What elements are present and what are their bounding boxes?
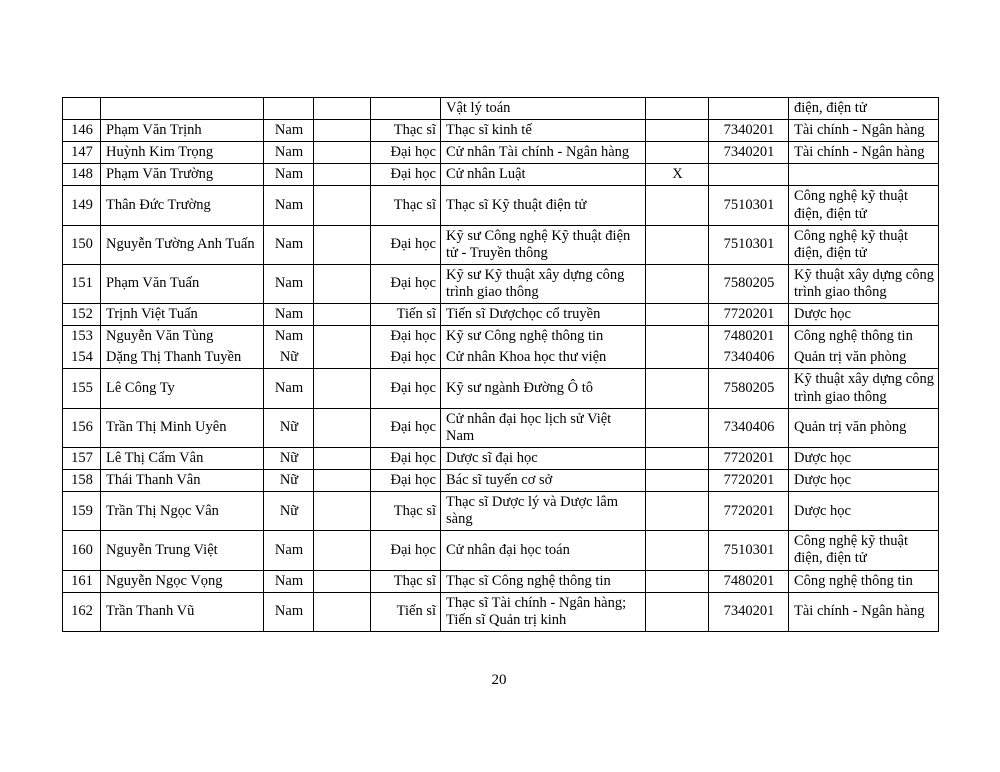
cell-major-name xyxy=(789,164,939,186)
table-row xyxy=(63,225,939,264)
cell-major-code xyxy=(709,98,789,120)
cell-mark xyxy=(646,408,709,447)
cell-gender: Nam xyxy=(264,570,314,592)
cell-major-code: 7340406 xyxy=(709,347,789,369)
table-row xyxy=(63,264,939,303)
cell-degree: Thạc sĩ kinh tế xyxy=(441,120,646,142)
cell-gender: Nữ xyxy=(264,347,314,369)
cell-full-name: Lê Công Ty xyxy=(101,369,264,408)
cell-index: 161 xyxy=(63,570,101,592)
cell-mark xyxy=(646,492,709,531)
table-row xyxy=(63,164,939,186)
cell-spacer xyxy=(314,369,371,408)
cell-degree: Bác sĩ tuyến cơ sở xyxy=(441,469,646,491)
cell-index: 160 xyxy=(63,531,101,570)
cell-major-code: 7340406 xyxy=(709,408,789,447)
cell-gender: Nữ xyxy=(264,469,314,491)
cell-spacer xyxy=(314,531,371,570)
cell-level: Thạc sĩ xyxy=(371,570,441,592)
cell-full-name xyxy=(101,98,264,120)
cell-major-name: Quản trị văn phòng xyxy=(789,408,939,447)
cell-degree: Cử nhân đại học lịch sử Việt Nam xyxy=(441,408,646,447)
cell-gender: Nam xyxy=(264,369,314,408)
cell-level: Tiến sĩ xyxy=(371,592,441,631)
cell-full-name: Phạm Văn Tuấn xyxy=(101,264,264,303)
cell-index xyxy=(63,98,101,120)
cell-spacer xyxy=(314,120,371,142)
cell-full-name: Huỳnh Kim Trọng xyxy=(101,142,264,164)
cell-gender: Nam xyxy=(264,304,314,326)
cell-major-name: Kỹ thuật xây dựng công trình giao thông xyxy=(789,369,939,408)
table-row xyxy=(63,120,939,142)
cell-major-name: Tài chính - Ngân hàng xyxy=(789,142,939,164)
cell-index: 153 xyxy=(63,326,101,348)
cell-major-code: 7720201 xyxy=(709,447,789,469)
cell-major-code: 7510301 xyxy=(709,186,789,225)
cell-spacer xyxy=(314,492,371,531)
cell-degree: Cử nhân Khoa học thư viện xyxy=(441,347,646,369)
cell-spacer xyxy=(314,225,371,264)
cell-major-name: Công nghệ thông tin xyxy=(789,570,939,592)
cell-major-code: 7510301 xyxy=(709,225,789,264)
cell-degree: Thạc sĩ Dược lý và Dược lâm sàng xyxy=(441,492,646,531)
cell-mark xyxy=(646,225,709,264)
table-row xyxy=(63,98,939,120)
cell-spacer xyxy=(314,592,371,631)
cell-mark: X xyxy=(646,164,709,186)
cell-mark xyxy=(646,142,709,164)
cell-degree: Thạc sĩ Tài chính - Ngân hàng; Tiến sĩ Quản trị kinh xyxy=(441,592,646,631)
cell-index: 149 xyxy=(63,186,101,225)
cell-degree: Cử nhân Tài chính - Ngân hàng xyxy=(441,142,646,164)
cell-mark xyxy=(646,326,709,348)
cell-major-code xyxy=(709,164,789,186)
cell-major-name: Dược học xyxy=(789,492,939,531)
cell-major-name: Kỹ thuật xây dựng công trình giao thông xyxy=(789,264,939,303)
cell-degree: Kỹ sư Công nghệ Kỹ thuật điện tử - Truyền thông xyxy=(441,225,646,264)
cell-major-code: 7720201 xyxy=(709,492,789,531)
cell-gender xyxy=(264,98,314,120)
cell-level: Đại học xyxy=(371,447,441,469)
cell-full-name: Lê Thị Cẩm Vân xyxy=(101,447,264,469)
cell-mark xyxy=(646,369,709,408)
table-row xyxy=(63,142,939,164)
cell-level: Thạc sĩ xyxy=(371,492,441,531)
cell-index: 158 xyxy=(63,469,101,491)
cell-level: Đại học xyxy=(371,369,441,408)
page-number: 20 xyxy=(491,672,507,688)
cell-mark xyxy=(646,469,709,491)
cell-mark xyxy=(646,264,709,303)
cell-spacer xyxy=(314,264,371,303)
cell-level: Đại học xyxy=(371,326,441,348)
cell-mark xyxy=(646,447,709,469)
cell-gender: Nam xyxy=(264,142,314,164)
cell-level xyxy=(371,98,441,120)
cell-spacer xyxy=(314,326,371,348)
cell-spacer xyxy=(314,347,371,369)
page-footer xyxy=(0,672,1000,689)
table-row xyxy=(63,469,939,491)
cell-major-code: 7480201 xyxy=(709,326,789,348)
cell-index: 157 xyxy=(63,447,101,469)
cell-major-name: Tài chính - Ngân hàng xyxy=(789,592,939,631)
cell-major-code: 7580205 xyxy=(709,369,789,408)
cell-mark xyxy=(646,186,709,225)
cell-degree: Cử nhân Luật xyxy=(441,164,646,186)
cell-spacer xyxy=(314,447,371,469)
cell-major-name: Dược học xyxy=(789,304,939,326)
cell-level: Thạc sĩ xyxy=(371,120,441,142)
cell-index: 146 xyxy=(63,120,101,142)
cell-index: 152 xyxy=(63,304,101,326)
cell-major-code: 7340201 xyxy=(709,142,789,164)
cell-mark xyxy=(646,531,709,570)
cell-full-name: Trần Thanh Vũ xyxy=(101,592,264,631)
cell-full-name: Trần Thị Minh Uyên xyxy=(101,408,264,447)
cell-major-code: 7340201 xyxy=(709,592,789,631)
cell-gender: Nam xyxy=(264,326,314,348)
cell-spacer xyxy=(314,304,371,326)
cell-gender: Nam xyxy=(264,164,314,186)
table-row xyxy=(63,408,939,447)
personnel-table-container xyxy=(62,97,938,632)
cell-gender: Nam xyxy=(264,120,314,142)
cell-full-name: Nguyễn Tường Anh Tuấn xyxy=(101,225,264,264)
cell-major-code: 7720201 xyxy=(709,304,789,326)
cell-degree: Thạc sĩ Công nghệ thông tin xyxy=(441,570,646,592)
cell-index: 154 xyxy=(63,347,101,369)
cell-mark xyxy=(646,98,709,120)
cell-major-name: Công nghệ thông tin xyxy=(789,326,939,348)
cell-level: Tiến sĩ xyxy=(371,304,441,326)
cell-level: Đại học xyxy=(371,469,441,491)
cell-level: Đại học xyxy=(371,164,441,186)
cell-spacer xyxy=(314,408,371,447)
cell-degree: Thạc sĩ Kỹ thuật điện tử xyxy=(441,186,646,225)
cell-gender: Nữ xyxy=(264,447,314,469)
cell-spacer xyxy=(314,98,371,120)
cell-gender: Nam xyxy=(264,225,314,264)
cell-full-name: Thân Đức Trường xyxy=(101,186,264,225)
cell-index: 156 xyxy=(63,408,101,447)
cell-spacer xyxy=(314,164,371,186)
table-row xyxy=(63,186,939,225)
cell-index: 151 xyxy=(63,264,101,303)
cell-index: 159 xyxy=(63,492,101,531)
cell-full-name: Trịnh Việt Tuấn xyxy=(101,304,264,326)
cell-level: Thạc sĩ xyxy=(371,186,441,225)
cell-major-name: Công nghệ kỹ thuật điện, điện tử xyxy=(789,531,939,570)
cell-full-name: Nguyễn Trung Việt xyxy=(101,531,264,570)
cell-index: 147 xyxy=(63,142,101,164)
cell-index: 155 xyxy=(63,369,101,408)
cell-spacer xyxy=(314,186,371,225)
cell-degree: Kỹ sư Kỹ thuật xây dựng công trình giao thông xyxy=(441,264,646,303)
cell-full-name: Phạm Văn Trịnh xyxy=(101,120,264,142)
cell-mark xyxy=(646,570,709,592)
cell-major-name: Tài chính - Ngân hàng xyxy=(789,120,939,142)
cell-level: Đại học xyxy=(371,225,441,264)
table-row xyxy=(63,570,939,592)
cell-gender: Nữ xyxy=(264,408,314,447)
cell-full-name: Trần Thị Ngọc Vân xyxy=(101,492,264,531)
personnel-table xyxy=(62,97,939,632)
cell-major-name: Công nghệ kỹ thuật điện, điện tử xyxy=(789,186,939,225)
cell-level: Đại học xyxy=(371,347,441,369)
table-row xyxy=(63,347,939,369)
cell-full-name: Nguyễn Ngọc Vọng xyxy=(101,570,264,592)
cell-major-name: Công nghệ kỹ thuật điện, điện tử xyxy=(789,225,939,264)
cell-gender: Nam xyxy=(264,264,314,303)
cell-major-code: 7580205 xyxy=(709,264,789,303)
table-row xyxy=(63,492,939,531)
personnel-table-body xyxy=(63,98,939,632)
table-row xyxy=(63,531,939,570)
cell-degree: Kỹ sư Công nghệ thông tin xyxy=(441,326,646,348)
cell-degree: Kỹ sư ngành Đường Ô tô xyxy=(441,369,646,408)
cell-level: Đại học xyxy=(371,142,441,164)
cell-spacer xyxy=(314,469,371,491)
table-row xyxy=(63,447,939,469)
cell-level: Đại học xyxy=(371,264,441,303)
cell-major-name: điện, điện tử xyxy=(789,98,939,120)
cell-major-name: Dược học xyxy=(789,469,939,491)
cell-level: Đại học xyxy=(371,531,441,570)
cell-index: 150 xyxy=(63,225,101,264)
cell-full-name: Phạm Văn Trường xyxy=(101,164,264,186)
cell-major-code: 7720201 xyxy=(709,469,789,491)
cell-index: 148 xyxy=(63,164,101,186)
cell-gender: Nam xyxy=(264,531,314,570)
table-row xyxy=(63,326,939,348)
cell-full-name: Thái Thanh Vân xyxy=(101,469,264,491)
cell-degree: Vật lý toán xyxy=(441,98,646,120)
cell-index: 162 xyxy=(63,592,101,631)
cell-mark xyxy=(646,592,709,631)
cell-major-code: 7510301 xyxy=(709,531,789,570)
cell-gender: Nữ xyxy=(264,492,314,531)
cell-spacer xyxy=(314,142,371,164)
cell-mark xyxy=(646,120,709,142)
cell-gender: Nam xyxy=(264,186,314,225)
cell-mark xyxy=(646,347,709,369)
cell-major-name: Dược học xyxy=(789,447,939,469)
cell-mark xyxy=(646,304,709,326)
cell-level: Đại học xyxy=(371,408,441,447)
cell-degree: Tiến sĩ Dượchọc cổ truyền xyxy=(441,304,646,326)
cell-gender: Nam xyxy=(264,592,314,631)
cell-major-name: Quản trị văn phòng xyxy=(789,347,939,369)
cell-major-code: 7480201 xyxy=(709,570,789,592)
cell-spacer xyxy=(314,570,371,592)
table-row xyxy=(63,369,939,408)
cell-full-name: Nguyễn Văn Tùng xyxy=(101,326,264,348)
cell-degree: Cử nhân đại học toán xyxy=(441,531,646,570)
cell-major-code: 7340201 xyxy=(709,120,789,142)
table-row xyxy=(63,592,939,631)
cell-full-name: Dặng Thị Thanh Tuyền xyxy=(101,347,264,369)
cell-degree: Dược sĩ đại học xyxy=(441,447,646,469)
table-row xyxy=(63,304,939,326)
